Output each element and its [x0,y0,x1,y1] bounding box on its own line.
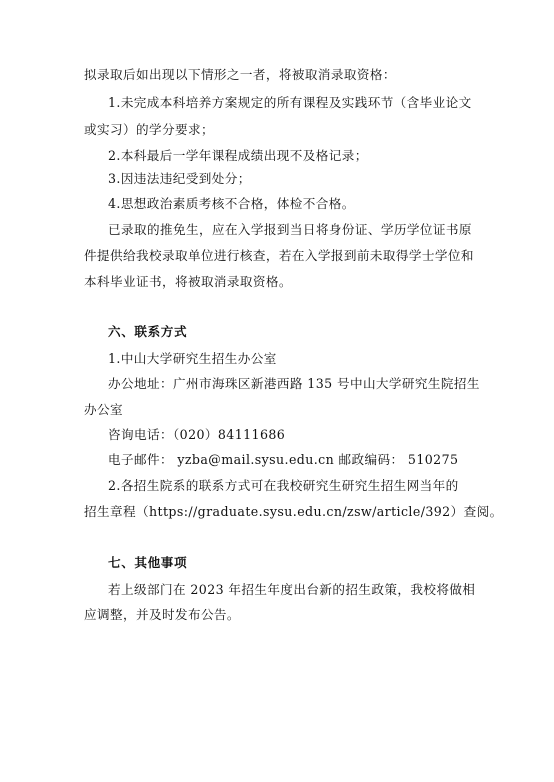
contact-address-line-1: 办公地址：广州市海珠区新港西路 135 号中山大学研究生院招生 [108,376,480,391]
paragraph-intro: 拟录取后如出现以下情形之一者，将被取消录取资格： [84,67,396,82]
contact-office-name: 1.中山大学研究生招生办公室 [108,351,277,366]
list-item-3: 3.因违法违纪受到处分； [108,171,251,186]
list-item-4: 4.思想政治素质考核不合格，体检不合格。 [108,196,355,211]
list-item-1-continued: 或实习）的学分要求； [84,122,214,137]
contact-address-line-2: 办公室 [84,402,123,417]
paragraph-admitted-line-3: 本科毕业证书，将被取消录取资格。 [84,274,292,289]
contact-departments-line-2: 招生章程（https://graduate.sysu.edu.cn/zsw/article/392）查阅。 [84,504,503,519]
contact-phone: 咨询电话：（020）84111686 [108,427,286,442]
list-item-1: 1.未完成本科培养方案规定的所有课程及实践环节（含毕业论文 [108,95,472,110]
paragraph-admitted-line-1: 已录取的推免生，应在入学报到当日将身份证、学历学位证书原 [108,222,472,237]
contact-departments-line-1: 2.各招生院系的联系方式可在我校研究生研究生招生网当年的 [108,478,459,493]
other-paragraph-line-1: 若上级部门在 2023 年招生年度出台新的招生政策，我校将做相 [108,582,476,597]
section-heading-other: 七、其他事项 [108,555,188,570]
other-paragraph-line-2: 应调整，并及时发布公告。 [84,607,240,622]
section-heading-contact: 六、联系方式 [108,324,188,339]
list-item-2: 2.本科最后一学年课程成绩出现不及格记录； [108,148,368,163]
contact-email-postcode: 电子邮件： yzba@mail.sysu.edu.cn 邮政编码： 510275 [108,452,459,467]
paragraph-admitted-line-2: 件提供给我校录取单位进行核查，若在入学报到前未取得学士学位和 [84,248,474,263]
